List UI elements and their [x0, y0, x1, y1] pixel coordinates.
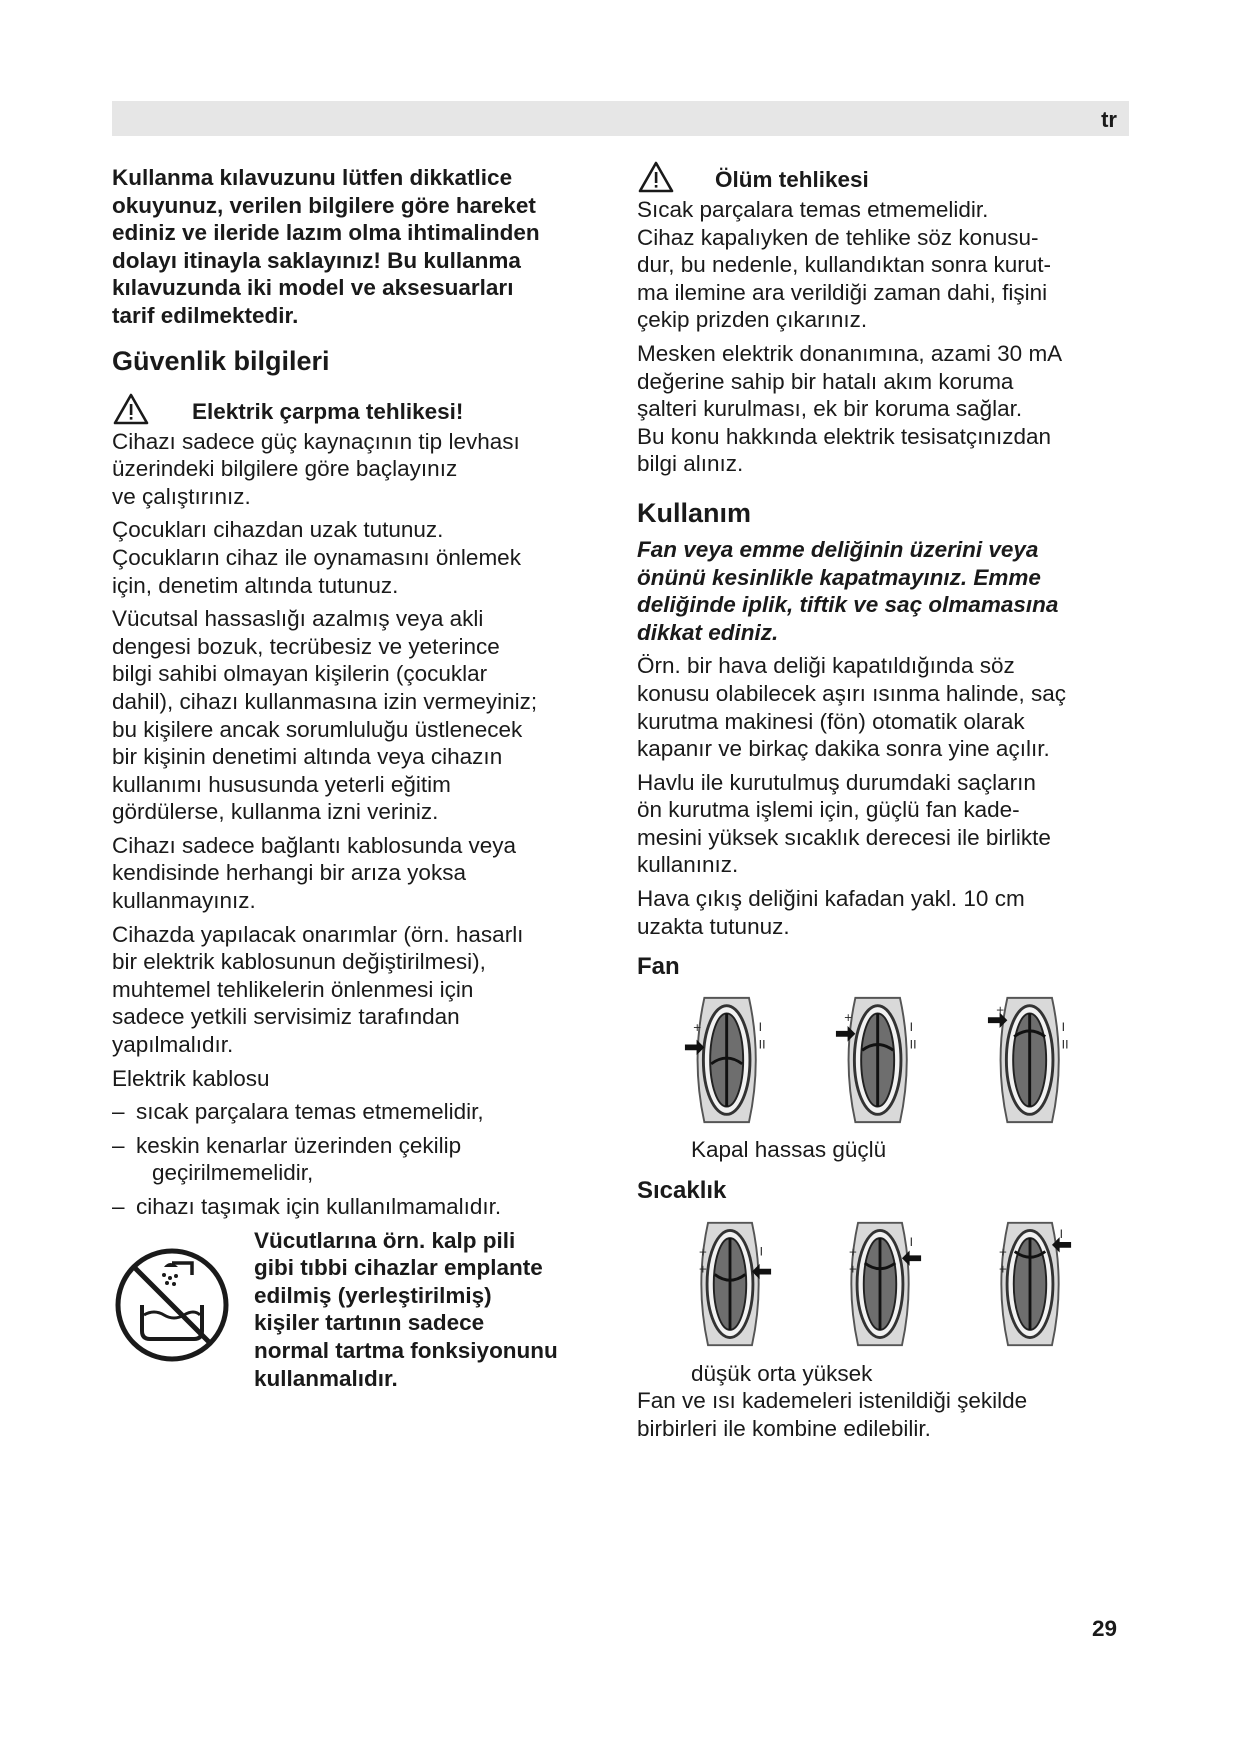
- svg-text:+: +: [692, 1021, 702, 1035]
- paragraph-power-supply: Cihazı sadece güç kaynaçının tip levhası üzerindeki bilgilere göre baçlayınız ve çalıştırınız.: [112, 428, 520, 509]
- heat-caption: düşük orta yüksek: [691, 1360, 873, 1386]
- usage-warning: Fan veya emme deliğinin üzerini veya önünü kesinlikle kapatmayınız. Emme deliğinde iplik, tiftik ve saç olmamasına dikkat ediniz.: [637, 536, 1059, 645]
- usage-title: Kullanım: [637, 497, 752, 528]
- implant-warning: [112, 1227, 602, 1393]
- header-bar: [112, 101, 1129, 136]
- left-column: [112, 164, 602, 1392]
- svg-text:II: II: [1061, 1037, 1069, 1052]
- language-code: tr: [1101, 107, 1117, 132]
- heat-switch-low-image: [687, 1214, 773, 1354]
- fan-switch-gentle-image: [834, 990, 921, 1130]
- warning-triangle-icon: [112, 392, 150, 426]
- paragraph-towel-dried: Havlu ile kurutulmuş durumdaki saçların ön kurutma işlemi için, güçlü fan kade- mesini yüksek sıcaklık derecesi ile birlikte kullanınız.: [637, 769, 1051, 878]
- paragraph-supervision: Vücutsal hassaslığı azalmış veya akli dengesi bozuk, tecrübesiz ve yeterince bilgi sahibi olmayan kişilerin (çocuklar dahil), cihazı kullanmasına izin vermeyiniz; bu kişilere ancak sorumluluğu üstlenecek bir kişinin denetimi altında veya cihazın kullanımı hususunda yeterli eğitim gördülerse, kullanma izni veriniz.: [112, 606, 538, 825]
- heat-switch-high-image: [987, 1214, 1073, 1354]
- paragraph-rcd: Mesken elektrik donanımına, azami 30 mA değerine sahip bir hatalı akım koruma şalteri kurulması, ek bir koruma sağlar. Bu konu hakkında elektrik tesisatçınızdan bilgi alınız.: [637, 340, 1063, 477]
- svg-text:+: +: [998, 1246, 1008, 1259]
- svg-text:+: +: [698, 1246, 708, 1259]
- implant-warning-text: Vücutlarına örn. kalp pili gibi tıbbi cihazlar emplante edilmiş (yerleştirilmiş) kişiler tartının sadece normal tartma fonksiyonunu kullanmalıdır.: [254, 1227, 558, 1391]
- fan-title: Fan: [637, 953, 680, 981]
- death-warning-title: Ölüm tehlikesi: [715, 167, 869, 193]
- list-item: – sıcak parçalara temas etmemelidir,: [112, 1099, 484, 1125]
- list-item: – cihazı taşımak için kullanılmamalıdır.: [112, 1194, 502, 1219]
- safety-title: Güvenlik bilgileri: [112, 345, 330, 376]
- svg-text:II: II: [758, 1037, 766, 1052]
- paragraph-overheat: Örn. bir hava deliği kapatıldığında söz konusu olabilecek aşırı ısınma halinde, saç kurutma makinesi (fön) otomatik olarak kapanır ve birkaç dakika sonra yine açılır.: [637, 653, 1066, 762]
- svg-text:+: +: [848, 1246, 858, 1259]
- cable-label: Elektrik kablosu: [112, 1065, 270, 1091]
- intro-paragraph: Kullanma kılavuzunu lütfen dikkatlice okuyunuz, verilen bilgilere göre hareket ediniz ve ileride lazım olma ihtimalinden dolayı itinayla saklayınız! Bu kullanma kılavuzunda iki model ve aksesuarları tarif edilmektedir.: [112, 165, 540, 328]
- fan-caption: Kapal hassas güçlü: [691, 1137, 887, 1163]
- paragraph-hot-parts: Sıcak parçalara temas etmemelidir. Cihaz kapalıyken de tehlike söz konusu- dur, bu nedenle, kullandıktan sonra kurut- ma ilemine ara verildiği zaman dahi, fişini çekip prizden çıkarınız.: [637, 197, 1052, 333]
- fan-switch-images: [683, 990, 1137, 1130]
- dash-marker: –: [112, 1194, 125, 1219]
- electric-warning: [112, 392, 602, 426]
- paragraph-children: Çocukları cihazdan uzak tutunuz. Çocukların cihaz ile oynamasını önlemek için, denetim altında tutunuz.: [112, 517, 521, 598]
- dash-marker: –: [112, 1132, 125, 1158]
- svg-text:+: +: [995, 1003, 1005, 1017]
- heat-title: Sıcaklık: [637, 1176, 727, 1204]
- dash-marker: –: [112, 1099, 125, 1125]
- electric-warning-title: Elektrik çarpma tehlikesi!: [192, 398, 464, 424]
- svg-text:II: II: [910, 1037, 917, 1052]
- right-column: [637, 160, 1137, 1449]
- paragraph-repairs: Cihazda yapılacak onarımlar (örn. hasarlı bir elektrik kablosunun değiştirilmesi), muhtemel tehlikelerin önlenmesi için sadece yetkili servisimiz tarafından yapılmalıdır.: [112, 921, 524, 1058]
- paragraph-combine: Fan ve ısı kademeleri istenildiği şekilde birbirleri ile kombine edilebilir.: [637, 1388, 1028, 1442]
- list-item: – keskin kenarlar üzerinden çekilip geçirilmemelidir,: [112, 1132, 462, 1186]
- death-warning: [637, 160, 1137, 194]
- warning-triangle-icon: [637, 160, 675, 194]
- svg-text:+: +: [698, 1263, 708, 1276]
- svg-text:I: I: [909, 1234, 914, 1249]
- fan-switch-off-image: [683, 990, 770, 1130]
- page-number: 29: [1092, 1616, 1118, 1641]
- paragraph-distance: Hava çıkış deliğini kafadan yakl. 10 cm uzakta tutunuz.: [637, 886, 1025, 939]
- svg-text:I: I: [910, 1020, 914, 1035]
- svg-text:+: +: [844, 1011, 853, 1025]
- svg-text:+: +: [848, 1263, 858, 1276]
- svg-text:I: I: [1061, 1020, 1065, 1035]
- paragraph-defects: Cihazı sadece bağlantı kablosunda veya kendisinde herhangi bir arıza yoksa kullanmayınız.: [112, 832, 517, 914]
- svg-text:I: I: [759, 1244, 764, 1259]
- svg-text:I: I: [1059, 1226, 1064, 1241]
- svg-text:I: I: [758, 1020, 763, 1035]
- fan-switch-strong-image: [986, 990, 1073, 1130]
- heat-switch-images: [687, 1214, 1137, 1354]
- no-bath-icon: [112, 1245, 232, 1365]
- svg-text:+: +: [998, 1263, 1008, 1276]
- heat-switch-medium-image: [837, 1214, 923, 1354]
